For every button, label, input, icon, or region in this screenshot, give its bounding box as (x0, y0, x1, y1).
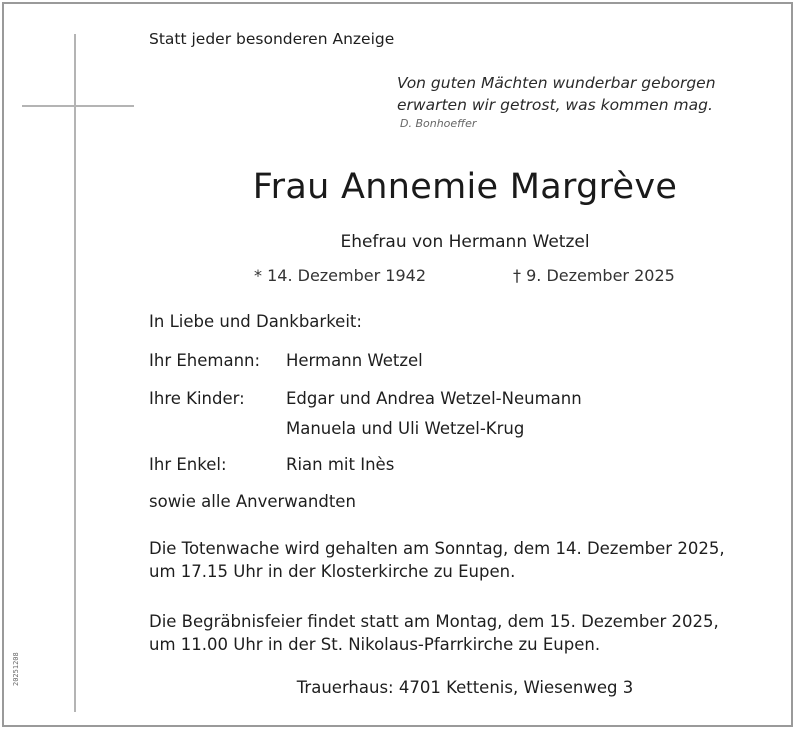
spouse-line: Ehefrau von Hermann Wetzel (340, 232, 590, 252)
funeral-line: Die Begräbnisfeier findet statt am Montag, dem 15. Dezember 2025, (149, 612, 719, 631)
quote-line: erwarten wir getrost, was kommen mag. (397, 96, 713, 114)
funeral-announcement (149, 610, 719, 656)
side-code: 20251208 (12, 652, 20, 686)
child-entry: Manuela und Uli Wetzel-Krug (286, 419, 525, 438)
mourning-house-address: Trauerhaus: 4701 Kettenis, Wiesenweg 3 (296, 678, 634, 697)
grandchildren-label: Ihr Enkel: (149, 455, 227, 474)
wake-line: Die Totenwache wird gehalten am Sonntag, dem 14. Dezember 2025, (149, 539, 725, 558)
grandchildren-names: Rian mit Inès (286, 455, 395, 474)
quote-block (397, 72, 716, 130)
relatives-line: sowie alle Anverwandten (149, 492, 356, 511)
cross-icon-vertical (74, 34, 76, 712)
cross-icon-horizontal (22, 105, 134, 107)
death-date: † 9. Dezember 2025 (513, 266, 675, 285)
child-entry: Edgar und Andrea Wetzel-Neumann (286, 389, 582, 408)
quote-line: Von guten Mächten wunderbar geborgen (397, 74, 716, 92)
birth-date: * 14. Dezember 1942 (254, 266, 426, 285)
deceased-name: Frau Annemie Margrève (252, 167, 678, 207)
dedication-line: In Liebe und Dankbarkeit: (149, 312, 362, 331)
husband-name: Hermann Wetzel (286, 351, 423, 370)
wake-line: um 17.15 Uhr in der Klosterkirche zu Eupen. (149, 562, 516, 581)
quote-author: D. Bonhoeffer (400, 117, 477, 130)
children-label: Ihre Kinder: (149, 389, 245, 408)
funeral-line: um 11.00 Uhr in der St. Nikolaus-Pfarrkirche zu Eupen. (149, 635, 601, 654)
wake-announcement (149, 537, 725, 583)
notice-header: Statt jeder besonderen Anzeige (149, 30, 395, 48)
husband-label: Ihr Ehemann: (149, 351, 261, 370)
